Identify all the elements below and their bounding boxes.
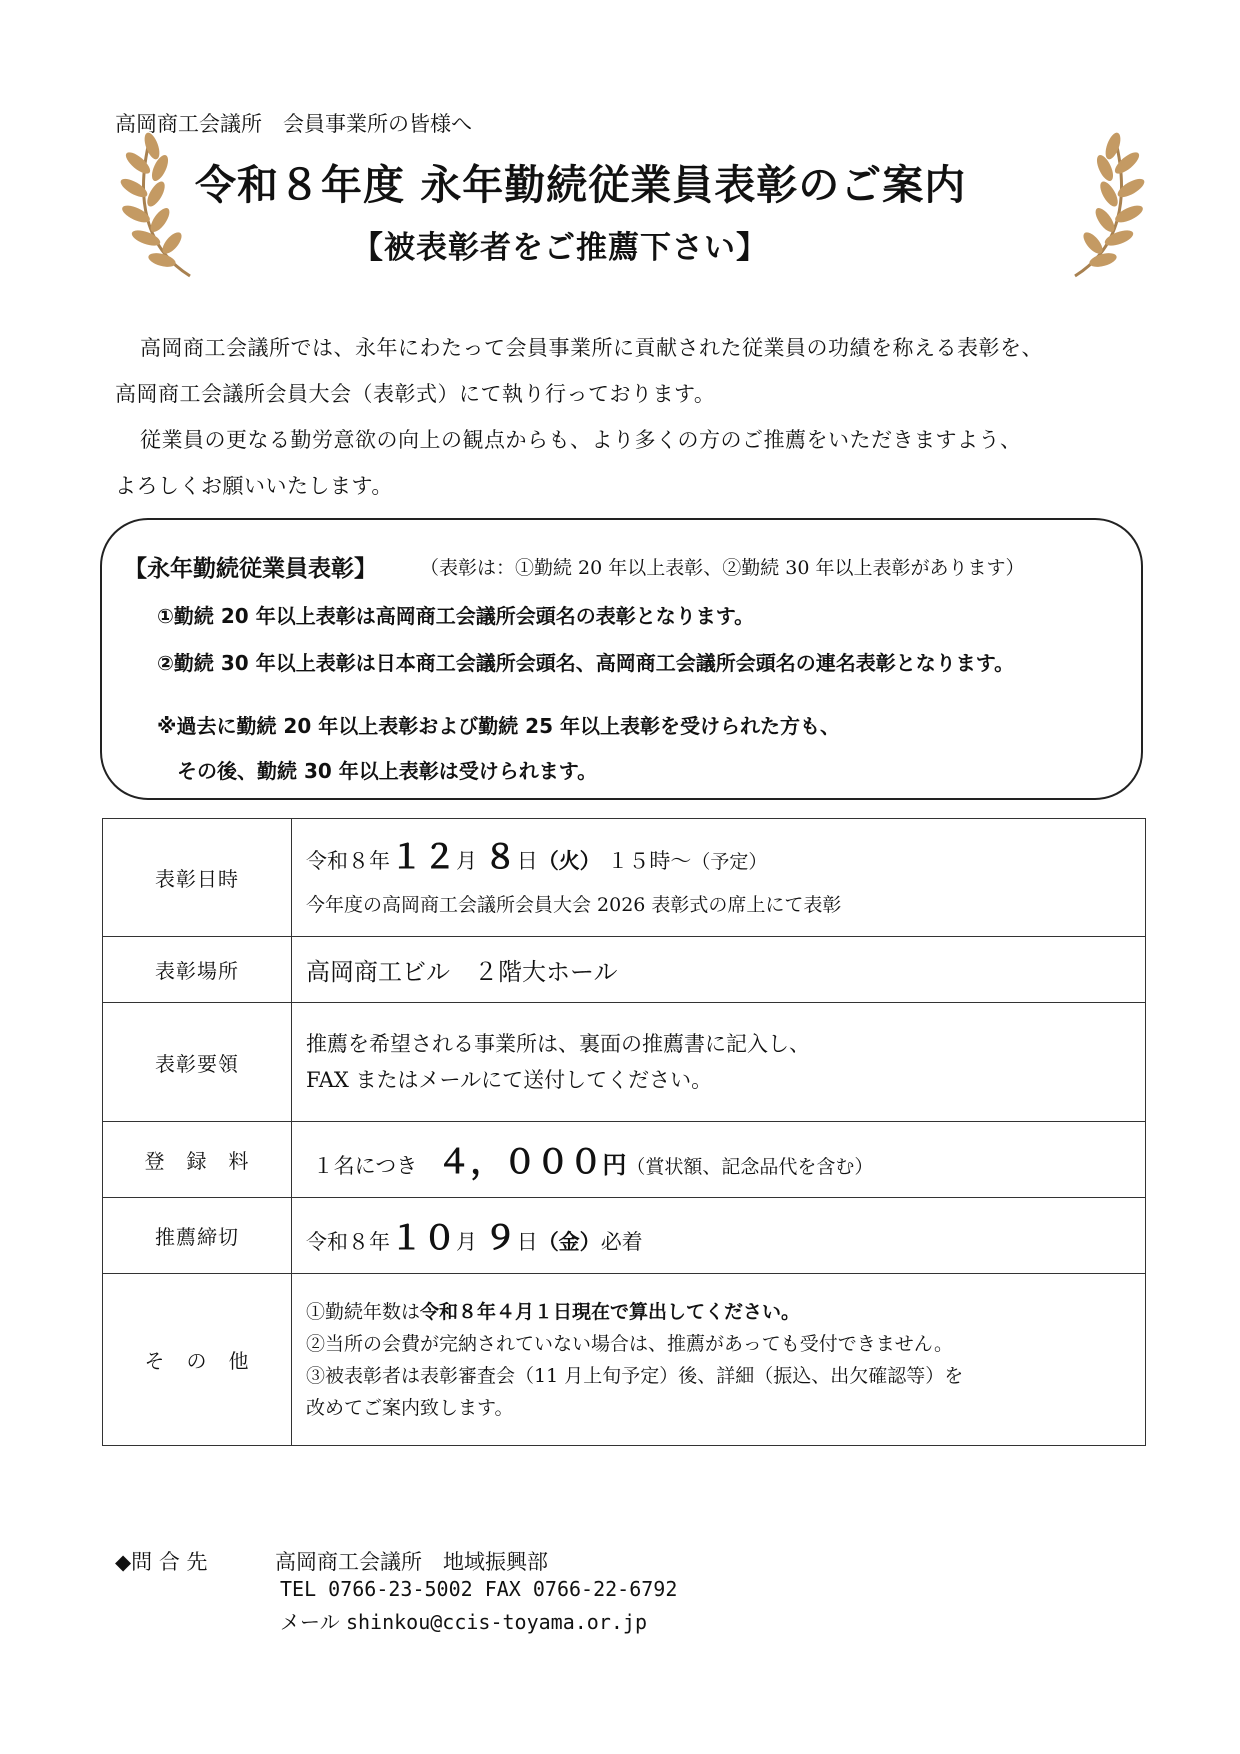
other-line1-b: 令和８年４月１日現在で算出してください。	[420, 1300, 801, 1323]
notice-note-line: ※過去に勤続 20 年以上表彰および勤続 25 年以上表彰を受けられた方も、	[157, 714, 840, 738]
procedure-line: 推薦を希望される事業所は、裏面の推薦書に記入し、	[306, 1032, 810, 1056]
contact-tel-fax: TEL 0766-23-5002 FAX 0766-22-6792	[280, 1577, 678, 1601]
procedure-value	[292, 1003, 1146, 1122]
notice-note-line: その後、勤続 30 年以上表彰は受けられます。	[177, 759, 598, 783]
deadline-prefix: 令和８年	[306, 1230, 390, 1254]
contact-organization: 高岡商工会議所 地域振興部	[275, 1550, 548, 1574]
intro-line: 従業員の更なる勤労意欲の向上の観点からも、より多くの方のご推薦をいただきますよう、	[140, 428, 1022, 452]
place-value: 高岡商工ビル ２階大ホール	[292, 937, 1146, 1003]
date-month: １２	[390, 837, 456, 876]
other-value	[292, 1274, 1146, 1446]
row-label-place: 表彰場所	[103, 937, 292, 1003]
deadline-month-unit: 月	[456, 1230, 477, 1254]
other-line1-a: ①勤続年数は	[306, 1300, 421, 1323]
row-label-deadline: 推薦締切	[103, 1198, 292, 1274]
table-row-place	[103, 937, 1146, 1003]
page-subtitle: 【被表彰者をご推薦下さい】	[352, 230, 768, 266]
notice-item-20-years: ①勤続 20 年以上表彰は高岡商工会議所会頭名の表彰となります。	[157, 604, 755, 628]
deadline-day: ９	[483, 1218, 517, 1257]
table-row-deadline	[103, 1198, 1146, 1274]
row-label-fee: 登 録 料	[103, 1122, 292, 1198]
award-notice-box	[100, 518, 1143, 800]
intro-line: 高岡商工会議所では、永年にわたって会員事業所に貢献された従業員の功績を称える表彰を、	[140, 336, 1043, 360]
contact-mail-label: メール	[280, 1610, 340, 1634]
table-row-date	[103, 819, 1146, 937]
table-row-fee	[103, 1122, 1146, 1198]
contact-mail	[280, 1606, 647, 1635]
fee-note: （賞状額、記念品代を含む）	[626, 1156, 874, 1178]
deadline-day-unit: 日	[516, 1230, 538, 1254]
date-value	[292, 819, 1146, 937]
notice-heading-note: （表彰は：①勤続 20 年以上表彰、②勤続 30 年以上表彰があります）	[420, 557, 1025, 579]
date-day: ８	[483, 837, 517, 876]
row-label-date: 表彰日時	[103, 819, 292, 937]
fee-amount: ４，０００	[437, 1142, 603, 1181]
addressee: 高岡商工会議所 会員事業所の皆様へ	[115, 112, 472, 136]
date-prefix: 令和８年	[306, 849, 390, 873]
fee-value	[292, 1122, 1146, 1198]
contact-mail-address[interactable]: shinkou@ccis-toyama.or.jp	[345, 1610, 647, 1634]
deadline-weekday: （金）	[537, 1230, 601, 1254]
table-row-other	[103, 1274, 1146, 1446]
date-day-unit: 日	[516, 849, 538, 873]
page-title: 令和８年度 永年勤続従業員表彰のご案内	[195, 161, 967, 209]
date-note: （予定）	[691, 851, 768, 873]
date-time: １５時～	[607, 849, 692, 873]
fee-prefix: １名につき	[312, 1154, 418, 1178]
fee-unit: 円	[602, 1151, 627, 1179]
notice-item-30-years: ②勤続 30 年以上表彰は日本商工会議所会頭名、高岡商工会議所会頭名の連名表彰となります。	[157, 651, 1015, 675]
procedure-line: FAX またはメールにて送付してください。	[306, 1068, 713, 1092]
row-label-procedure: 表彰要領	[103, 1003, 292, 1122]
table-row-procedure	[103, 1003, 1146, 1122]
laurel-wreath-right-icon	[1050, 128, 1145, 278]
notice-heading: 【永年勤続従業員表彰】	[124, 556, 377, 582]
other-line: ②当所の会費が完納されていない場合は、推薦があっても受付できません。	[306, 1332, 953, 1355]
date-weekday: （火）	[537, 849, 601, 873]
row-label-other: そ の 他	[103, 1274, 292, 1446]
award-details-table	[102, 818, 1146, 1446]
date-sub: 今年度の高岡商工会議所会員大会 2026 表彰式の席上にて表彰	[306, 894, 842, 916]
date-month-unit: 月	[456, 849, 477, 873]
deadline-month: １０	[390, 1218, 456, 1257]
intro-line: 高岡商工会議所会員大会（表彰式）にて執り行っております。	[115, 382, 716, 406]
other-line: 改めてご案内致します。	[306, 1396, 514, 1419]
contact-label: ◆問 合 先	[115, 1550, 208, 1574]
deadline-suffix: 必着	[600, 1230, 643, 1254]
intro-line: よろしくお願いいたします。	[115, 474, 393, 498]
other-line: ③被表彰者は表彰審査会（11 月上旬予定）後、詳細（振込、出欠確認等）を	[306, 1364, 964, 1387]
deadline-value	[292, 1198, 1146, 1274]
